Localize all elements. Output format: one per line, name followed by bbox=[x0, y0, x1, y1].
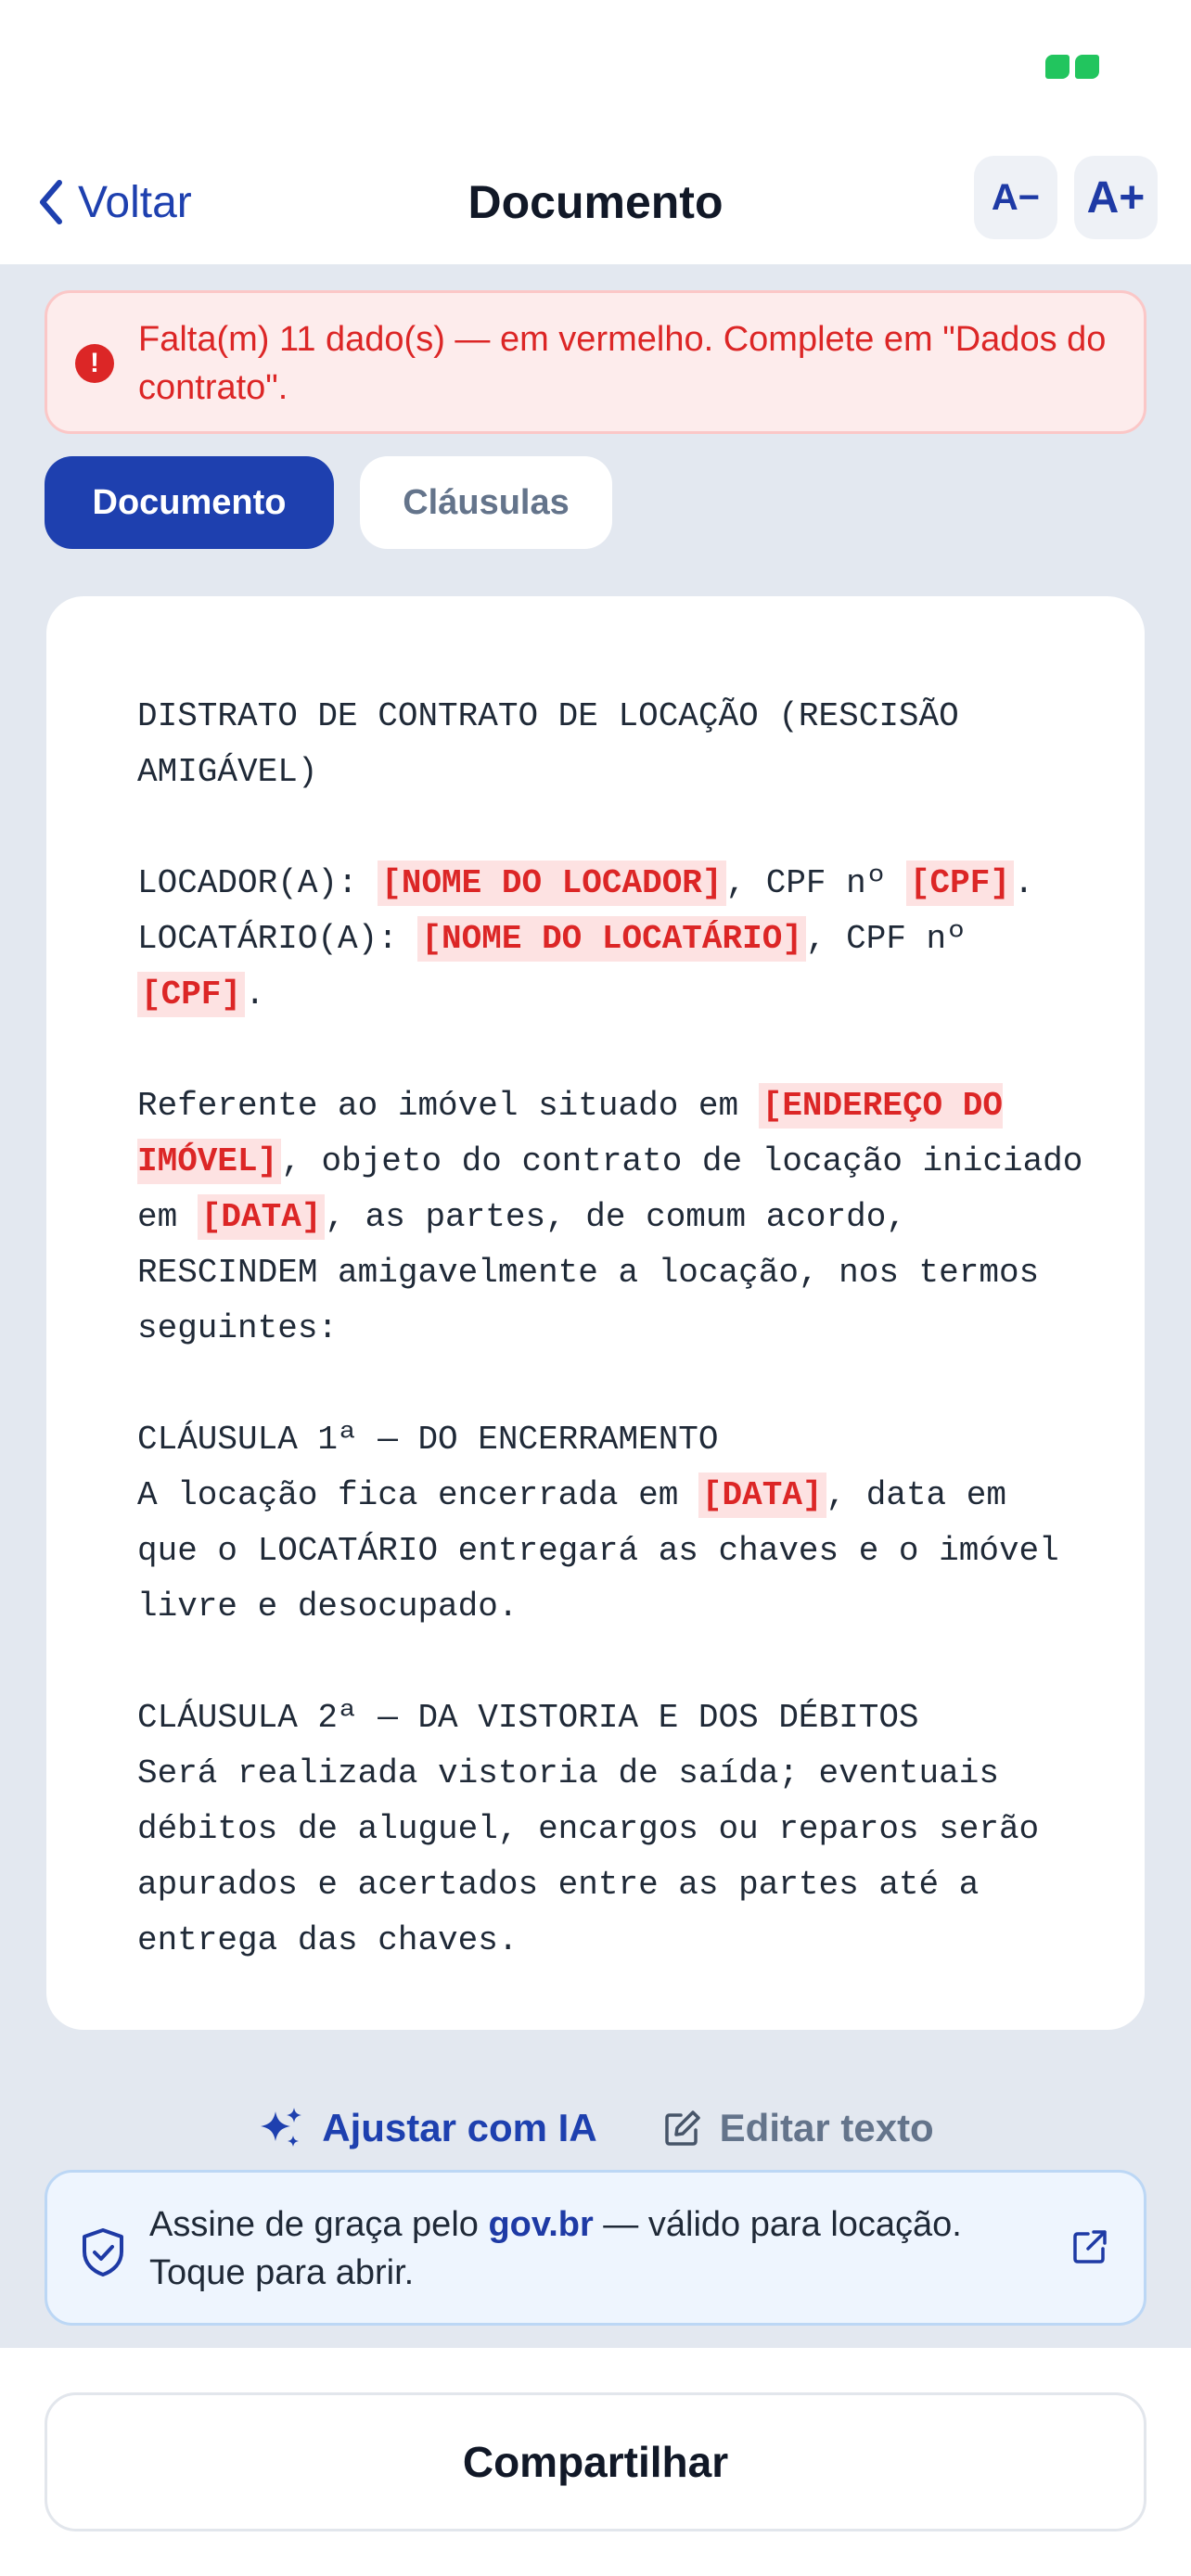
reference-paragraph: Referente ao imóvel situado em [ENDEREÇO DO IMÓVEL] , objeto do contrato de locação iniciado em [DATA] , as partes, de comum acordo, RESCINDEM amigavelmente a locação, nos termos seguintes: bbox=[137, 1078, 1083, 1357]
document-text bbox=[137, 689, 1083, 1969]
ai-adjust-label: Ajustar com IA bbox=[322, 2106, 597, 2149]
page-title: Documento bbox=[467, 176, 724, 228]
document-title: DISTRATO DE CONTRATO DE LOCAÇÃO (RESCISÃO AMIGÁVEL) bbox=[137, 697, 959, 791]
edit-icon bbox=[662, 2108, 703, 2149]
sparkles-icon bbox=[257, 2104, 305, 2152]
document-actions bbox=[0, 2091, 1191, 2165]
placeholder-address: [ENDEREÇO DO IMÓVEL] bbox=[137, 1083, 1003, 1184]
locador-line: LOCADOR(A): [NOME DO LOCADOR] , CPF nº [CPF] . bbox=[137, 856, 1083, 912]
camera-indicator-icon bbox=[1043, 54, 1102, 80]
status-bar bbox=[0, 0, 1191, 139]
govbr-text: Assine de graça pelo gov.br — válido para locação. Toque para abrir. bbox=[149, 2205, 962, 2292]
placeholder-end-date: [DATA] bbox=[698, 1473, 826, 1518]
clause-2-title: CLÁUSULA 2ª — DA VISTORIA E DOS DÉBITOS bbox=[137, 1699, 919, 1737]
external-link-icon bbox=[1069, 2226, 1110, 2267]
placeholder-locador-cpf: [CPF] bbox=[906, 861, 1014, 906]
placeholder-locatario-name: [NOME DO LOCATÁRIO] bbox=[417, 916, 805, 962]
shield-check-icon bbox=[79, 2226, 127, 2278]
placeholder-locatario-cpf: [CPF] bbox=[137, 972, 245, 1017]
edit-text-button[interactable] bbox=[662, 2106, 934, 2150]
tab-clausulas[interactable]: Cláusulas bbox=[360, 456, 612, 549]
nav-bar bbox=[0, 139, 1191, 264]
placeholder-locador-name: [NOME DO LOCADOR] bbox=[378, 861, 725, 906]
content-area bbox=[0, 264, 1191, 2348]
error-icon: ! bbox=[75, 344, 114, 383]
edit-text-label: Editar texto bbox=[719, 2106, 934, 2149]
clause-2-text: Será realizada vistoria de saída; eventuais débitos de aluguel, encargos ou reparos serão apurados e acertados entre as partes até a entrega das chaves. bbox=[137, 1754, 1040, 1959]
ai-adjust-button[interactable] bbox=[257, 2104, 596, 2152]
placeholder-start-date: [DATA] bbox=[198, 1194, 326, 1240]
back-label: Voltar bbox=[78, 177, 192, 227]
clause-1-text: A locação fica encerrada em [DATA] , data em que o LOCATÁRIO entregará as chaves e o imóvel livre e desocupado. bbox=[137, 1468, 1083, 1635]
decrease-font-button[interactable]: A− bbox=[974, 156, 1057, 239]
missing-data-alert[interactable] bbox=[45, 290, 1146, 434]
govbr-signature-banner[interactable] bbox=[45, 2170, 1146, 2326]
alert-text: Falta(m) 11 dado(s) — em vermelho. Complete em "Dados do contrato". bbox=[138, 320, 1107, 407]
share-button[interactable]: Compartilhar bbox=[45, 2392, 1146, 2531]
govbr-brand: gov.br bbox=[488, 2205, 594, 2244]
clause-1-title: CLÁUSULA 1ª — DO ENCERRAMENTO bbox=[137, 1421, 719, 1459]
bottom-bar bbox=[0, 2348, 1191, 2576]
tab-bar bbox=[45, 456, 612, 549]
tab-documento[interactable]: Documento bbox=[45, 456, 334, 549]
locatario-line: LOCATÁRIO(A): [NOME DO LOCATÁRIO] , CPF nº [CPF] . bbox=[137, 912, 1083, 1023]
document-preview[interactable] bbox=[46, 596, 1145, 2030]
increase-font-button[interactable]: A+ bbox=[1074, 156, 1158, 239]
